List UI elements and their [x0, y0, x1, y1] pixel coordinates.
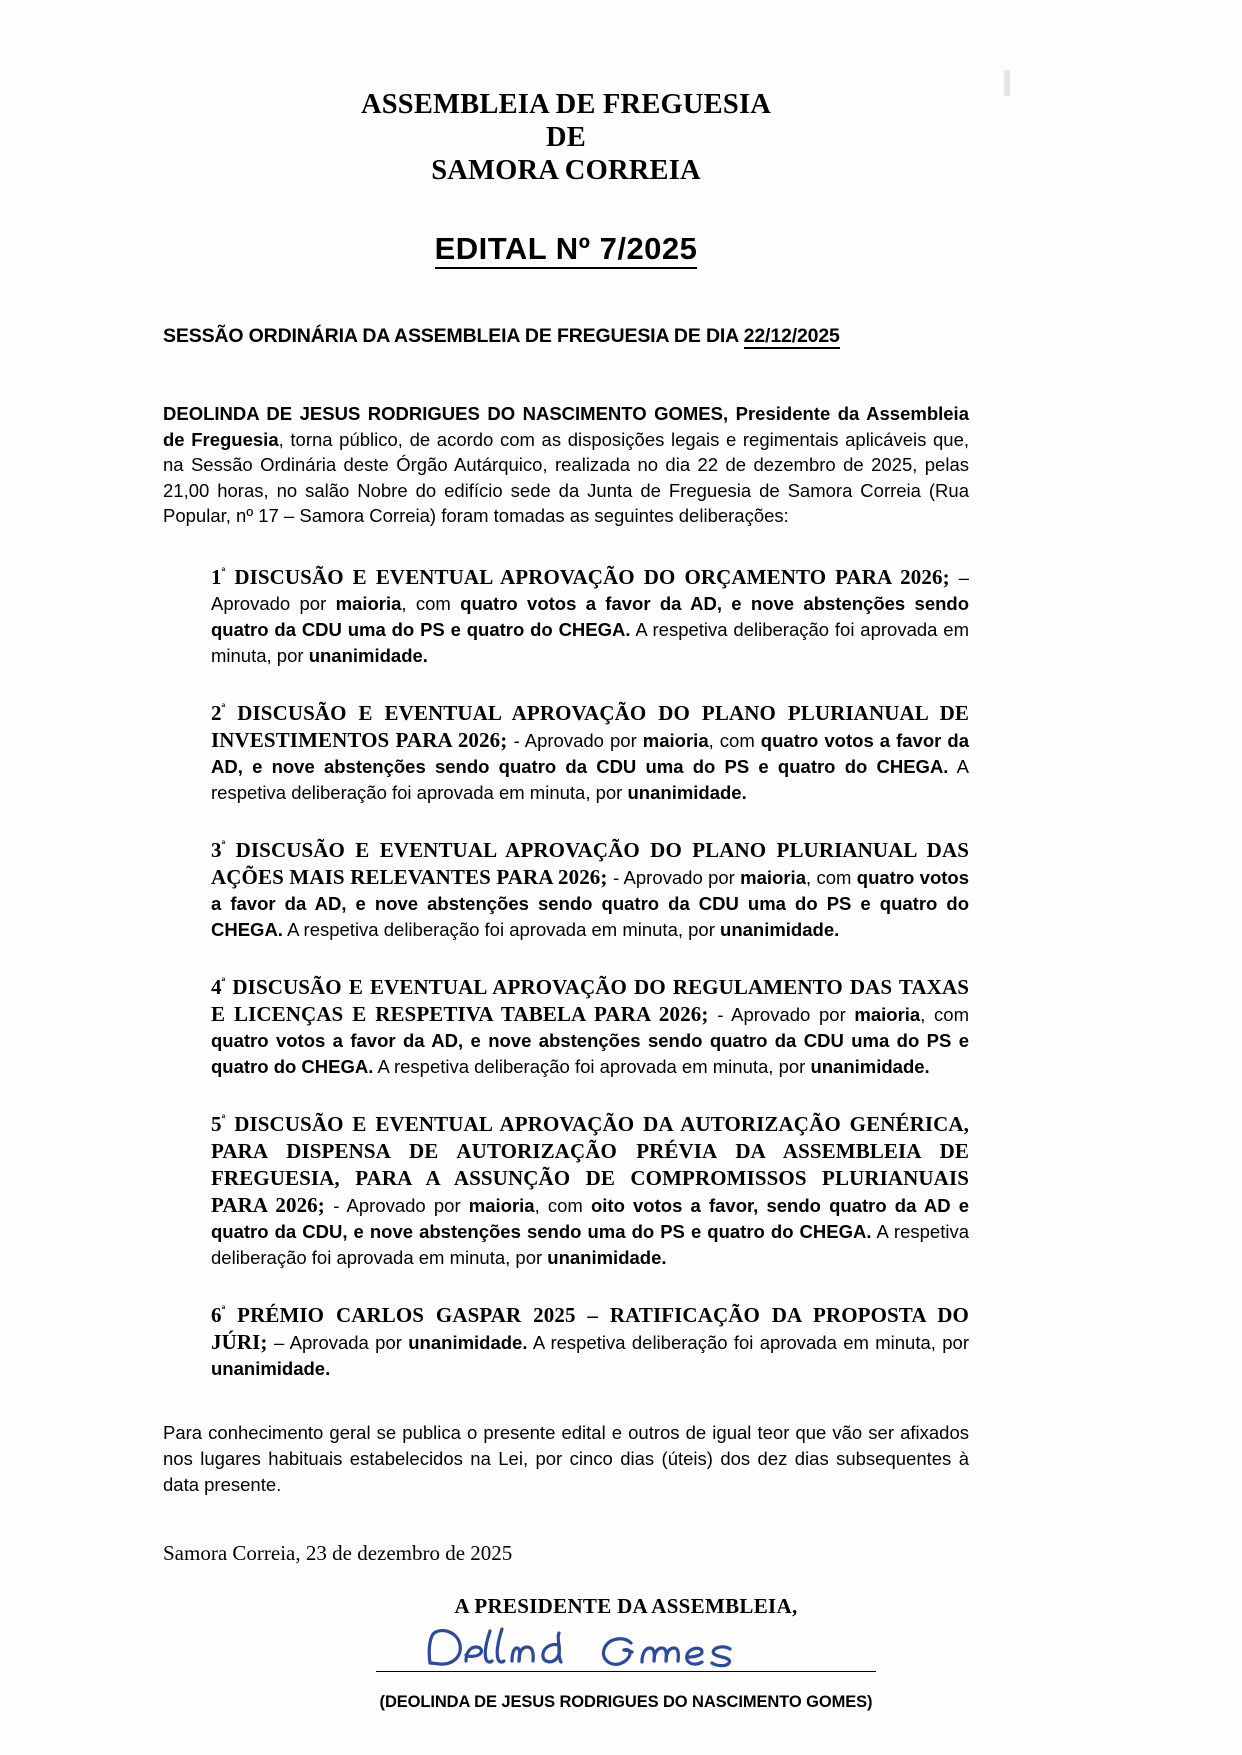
- deliberation-text: - Aprovado por: [613, 866, 741, 888]
- deliberation-item-number: 1: [211, 564, 222, 589]
- deliberation-emphasis: unanimidade.: [408, 1331, 528, 1353]
- session-subtitle: [163, 325, 969, 348]
- deliberation-emphasis: quatro votos a favor da AD, e nove abstenções sendo quatro da CDU uma do PS e quatro do CHEGA.: [211, 729, 969, 777]
- organization-title: [163, 88, 969, 187]
- signature-name-line: (DEOLINDA DE JESUS RODRIGUES DO NASCIMENTO GOMES): [379, 1692, 873, 1711]
- president-role-body: Assembleia de Freguesia: [163, 403, 969, 450]
- deliberation-text: , com: [401, 592, 461, 614]
- deliberation-text: A respetiva deliberação foi aprovada em minuta, por: [373, 1055, 811, 1077]
- deliberation-emphasis: unanimidade.: [211, 1357, 331, 1379]
- deliberation-item-number: 3: [211, 837, 222, 862]
- deliberation-item: [211, 695, 969, 806]
- intro-body-text: , torna público, de acordo com as disposições legais e regimentais aplicáveis que, na Sessão Ordinária deste Órgão Autárquico, realizada no dia 22 de dezembro de 2025, pelas 21,00 horas, no salão Nobre do edifício sede da Junta de Freguesia de Samora Correia (Rua Popular, nº 17 – Samora Correia) foram tomadas as seguintes deliberações:: [163, 428, 969, 527]
- deliberation-text: , com: [920, 1003, 969, 1025]
- deliberation-item-title: DISCUSÃO E EVENTUAL APROVAÇÃO DA AUTORIZAÇÃO GENÉRICA, PARA DISPENSA DE AUTORIZAÇÃO PRÉVIA DA ASSEMBLEIA DE FREGUESIA, PARA A ASSUNÇÃO DE COMPROMISSOS PLURIANUAIS PARA 2026;: [211, 1111, 969, 1217]
- deliberation-item: [211, 1297, 969, 1382]
- organization-title-line3: SAMORA CORREIA: [431, 155, 701, 186]
- deliberation-text: A respetiva deliberação foi aprovada em minuta, por: [527, 1331, 969, 1353]
- intro-paragraph: [163, 401, 969, 529]
- session-subtitle-prefix: SESSÃO ORDINÁRIA DA ASSEMBLEIA DE FREGUESIA DE DIA: [163, 325, 744, 347]
- deliberation-item-title: DISCUSÃO E EVENTUAL APROVAÇÃO DO ORÇAMENTO PARA 2026;: [225, 564, 959, 589]
- deliberation-text: A respetiva deliberação foi aprovada em minuta, por: [211, 618, 969, 666]
- place-and-date: Samora Correia, 23 de dezembro de 2025: [163, 1540, 513, 1565]
- deliberation-item-heading: [211, 565, 959, 589]
- deliberation-emphasis: quatro votos a favor da AD, e nove abstenções sendo quatro da CDU uma do PS e quatro do CHEGA.: [211, 1029, 969, 1077]
- deliberation-item: [211, 832, 969, 943]
- deliberation-emphasis: maioria: [740, 866, 806, 888]
- deliberation-item-ordinal: ª: [221, 564, 226, 579]
- signature-area: [283, 1625, 969, 1685]
- deliberation-item-ordinal: ª: [221, 837, 226, 852]
- deliberation-item-body: [211, 1332, 969, 1379]
- deliberation-emphasis: maioria: [854, 1003, 921, 1025]
- deliberation-item-title: DISCUSÃO E EVENTUAL APROVAÇÃO DO REGULAMENTO DAS TAXAS E LICENÇAS E RESPETIVA TABELA PARA 2026;: [211, 974, 969, 1026]
- deliberation-emphasis: unanimidade.: [720, 918, 840, 940]
- deliberation-item-title: DISCUSÃO E EVENTUAL APROVAÇÃO DO PLANO PLURIANUAL DAS AÇÕES MAIS RELEVANTES PARA 2026;: [211, 837, 969, 889]
- deliberation-emphasis: maioria: [468, 1194, 535, 1216]
- deliberation-item-title: DISCUSÃO E EVENTUAL APROVAÇÃO DO PLANO PLURIANUAL DE INVESTIMENTOS PARA 2026;: [211, 700, 969, 752]
- deliberation-item: [211, 969, 969, 1080]
- deliberation-item-ordinal: ª: [221, 700, 226, 715]
- deliberations-list: [211, 559, 969, 1382]
- organization-title-line2: DE: [546, 122, 586, 153]
- deliberation-emphasis: maioria: [642, 729, 709, 751]
- deliberation-text: – Aprovado por: [211, 566, 969, 614]
- deliberation-item: [211, 559, 969, 669]
- handwritten-signature: [416, 1621, 836, 1675]
- deliberation-text: , com: [708, 729, 761, 751]
- scan-artifact: [1004, 70, 1010, 96]
- deliberation-emphasis: maioria: [335, 592, 402, 614]
- deliberation-item-number: 4: [211, 974, 222, 999]
- deliberation-item-ordinal: ª: [221, 1302, 226, 1317]
- deliberation-item-ordinal: ª: [221, 1111, 226, 1126]
- edital-heading-text: EDITAL Nº 7/2025: [435, 231, 698, 269]
- session-date: 22/12/2025: [743, 325, 840, 347]
- deliberation-text: , com: [534, 1194, 591, 1216]
- deliberation-item-number: 2: [211, 700, 222, 725]
- edital-heading: [163, 231, 969, 267]
- deliberation-item-title: PRÉMIO CARLOS GASPAR 2025 – RATIFICAÇÃO DA PROPOSTA DO JÚRI;: [211, 1302, 969, 1354]
- president-name: DEOLINDA DE JESUS RODRIGUES DO NASCIMENTO GOMES: [163, 403, 723, 424]
- deliberation-text: A respetiva deliberação foi aprovada em minuta, por: [282, 918, 721, 940]
- deliberation-emphasis: quatro votos a favor da AD, e nove abstenções sendo quatro da CDU uma do PS e quatro do CHEGA.: [211, 592, 970, 640]
- deliberation-item-number: 6: [211, 1302, 222, 1327]
- document-content: [163, 0, 969, 1712]
- organization-title-line1: ASSEMBLEIA DE FREGUESIA: [360, 89, 772, 120]
- deliberation-emphasis: unanimidade.: [308, 644, 428, 666]
- closing-paragraph: Para conhecimento geral se publica o presente edital e outros de igual teor que vão ser afixados nos lugares habituais estabelecidos na Lei, por cinco dias (úteis) dos dez dias subsequentes à data presente.: [163, 1421, 969, 1495]
- deliberation-text: - Aprovado por: [333, 1194, 469, 1216]
- deliberation-emphasis: oito votos a favor, sendo quatro da AD e quatro da CDU, e nove abstenções sendo uma do PS e quatro do CHEGA.: [211, 1194, 970, 1242]
- signature-rule: [376, 1671, 876, 1672]
- deliberation-text: A respetiva deliberação foi aprovada em minuta, por: [211, 1220, 969, 1268]
- deliberation-emphasis: unanimidade.: [547, 1246, 667, 1268]
- deliberation-text: A respetiva deliberação foi aprovada em minuta, por: [211, 755, 969, 803]
- deliberation-emphasis: quatro votos a favor da AD, e nove abstenções sendo quatro da CDU uma do PS e quatro do CHEGA.: [211, 866, 970, 940]
- deliberation-item-number: 5: [211, 1111, 222, 1136]
- deliberation-text: – Aprovada por: [274, 1331, 409, 1353]
- signature-title: A PRESIDENTE DA ASSEMBLEIA,: [454, 1593, 798, 1618]
- deliberation-item: [211, 1106, 969, 1271]
- deliberation-emphasis: unanimidade.: [810, 1055, 930, 1077]
- deliberation-emphasis: unanimidade.: [627, 781, 747, 803]
- deliberation-text: , com: [805, 866, 857, 888]
- deliberation-text: - Aprovado por: [717, 1003, 855, 1025]
- deliberation-text: - Aprovado por: [513, 729, 643, 751]
- signature-block: [163, 1594, 969, 1712]
- president-role-prefix: , Presidente da: [723, 403, 867, 424]
- deliberation-item-ordinal: ª: [221, 974, 226, 989]
